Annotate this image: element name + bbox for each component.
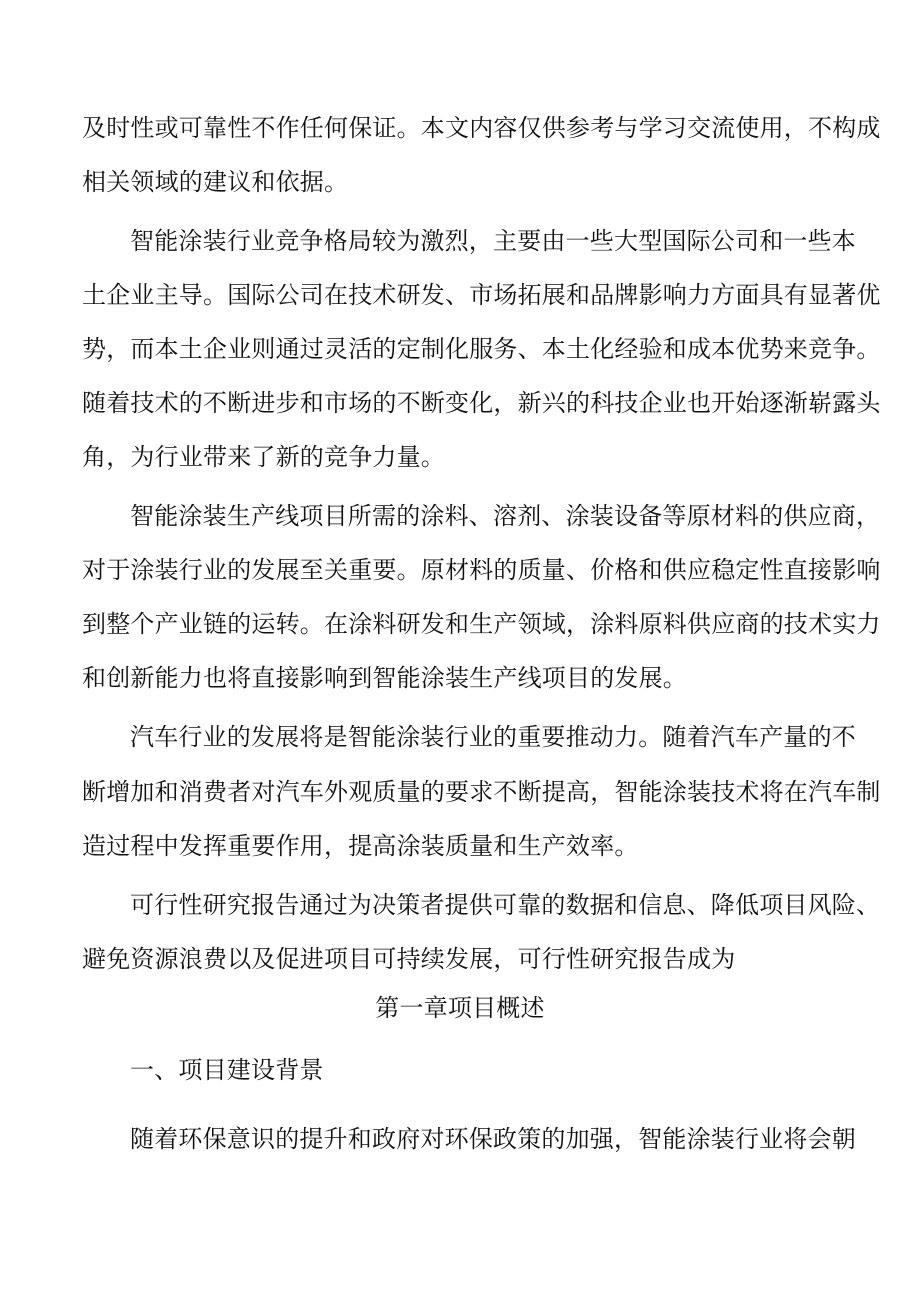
paragraph-line: 相关领域的建议和依据。: [82, 168, 349, 196]
paragraph-line: 和创新能力也将直接影响到智能涂装生产线项目的发展。: [82, 664, 687, 692]
paragraph-line: 智能涂装行业竞争格局较为激烈，主要由一些大型国际公司和一些本: [130, 227, 856, 255]
paragraph-line: 角，为行业带来了新的竞争力量。: [82, 443, 445, 471]
chapter-title: 第一章项目概述: [375, 994, 545, 1022]
paragraph-line: 随着技术的不断进步和市场的不断变化，新兴的科技企业也开始逐渐崭露头: [82, 389, 881, 417]
paragraph-line: 土企业主导。国际公司在技术研发、市场拓展和品牌影响力方面具有显著优: [82, 281, 881, 309]
section-heading: 一、项目建设背景: [130, 1056, 324, 1084]
paragraph-line: 及时性或可靠性不作任何保证。本文内容仅供参考与学习交流使用，不构成: [82, 114, 881, 142]
paragraph-line: 对于涂装行业的发展至关重要。原材料的质量、价格和供应稳定性直接影响: [82, 556, 881, 584]
paragraph-line: 断增加和消费者对汽车外观质量的要求不断提高，智能涂装技术将在汽车制: [82, 778, 881, 806]
paragraph-line: 到整个产业链的运转。在涂料研发和生产领域，涂料原料供应商的技术实力: [82, 610, 881, 638]
paragraph-line: 避免资源浪费以及促进项目可持续发展，可行性研究报告成为: [82, 945, 736, 973]
paragraph-line: 随着环保意识的提升和政府对环保政策的加强，智能涂装行业将会朝: [130, 1125, 856, 1153]
paragraph-line: 汽车行业的发展将是智能涂装行业的重要推动力。随着汽车产量的不: [130, 723, 856, 751]
paragraph-line: 造过程中发挥重要作用，提高涂装质量和生产效率。: [82, 832, 639, 860]
paragraph-line: 势，而本土企业则通过灵活的定制化服务、本土化经验和成本优势来竞争。: [82, 335, 881, 363]
paragraph-line: 智能涂装生产线项目所需的涂料、溶剂、涂装设备等原材料的供应商，: [130, 502, 881, 530]
paragraph-line: 可行性研究报告通过为决策者提供可靠的数据和信息、降低项目风险、: [130, 891, 881, 919]
